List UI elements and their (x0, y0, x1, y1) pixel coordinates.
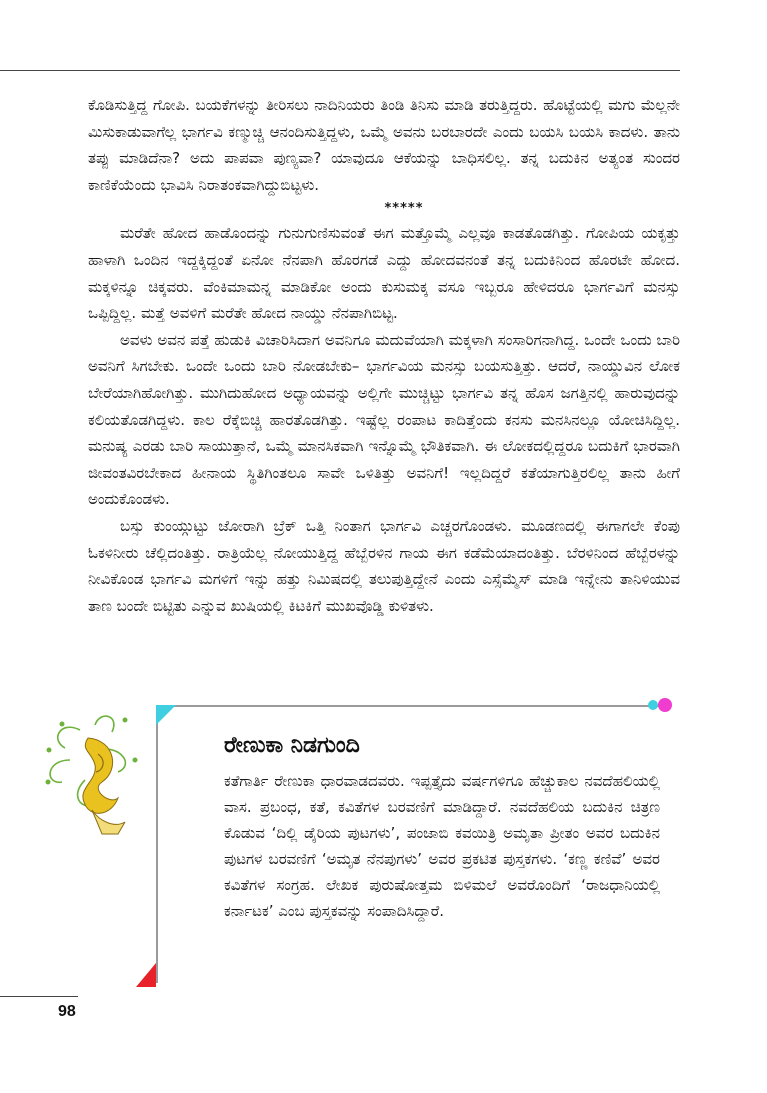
story-paragraph: ಬಸ್ಸು ಕುಂಯ್ಗುಟ್ಟು ಜೋರಾಗಿ ಬ್ರೆಕ್ ಒತ್ತಿ ನಿಂತಾಗ ಭಾರ್ಗವಿ ಎಚ್ಚರಗೊಂಡಳು. ಮೂಡಣದಲ್ಲಿ ಈಗಾಗಲೇ ಕೆಂಪು ಓಕಳಿನೀರು ಚೆಲ್ಲಿದಂತಿತ್ತು. ರಾತ್ರಿಯೆಲ್ಲ ನೋಯುತ್ತಿದ್ದ ಹೆಬ್ಬೆರಳಿನ ಗಾಯ ಈಗ ಕಡೆಮೆಯಾದಂತಿತ್ತು. ಬೆರಳಿನಿಂದ ಹೆಬ್ಬೆರಳನ್ನು ನೀವಿಕೊಂಡ ಭಾರ್ಗವಿ ಮಗಳಿಗೆ ಇನ್ನು ಹತ್ತು ನಿಮಿಷದಲ್ಲಿ ತಲುಪುತ್ತಿದ್ದೇನೆ ಎಂದು ಎಸ್ಸೆಮ್ಮೆಸ್ ಮಾಡಿ ಇನ್ನೇನು ತಾನಿಳಿಯುವ ತಾಣ ಬಂದೇ ಬಿಟ್ಟಿತು ಎನ್ನುವ ಖುಷಿಯಲ್ಲಿ ಕಿಟಕಿಗೆ ಮುಖವೊಡ್ಡಿ ಕುಳಿತಳು. (88, 516, 680, 615)
bio-left-rule (156, 705, 158, 983)
story-paragraph: ಅವಳು ಅವನ ಪತ್ತೆ ಹುಡುಕಿ ವಿಚಾರಿಸಿದಾಗ ಅವನಿಗೂ ಮದುವೆಯಾಗಿ ಮಕ್ಕಳಾಗಿ ಸಂಸಾರಿಗನಾಗಿದ್ದ. ಒಂದೇ ಒಂದು ಬಾರಿ ಅವನಿಗೆ ಸಿಗಬೇಕು. ಒಂದೇ ಒಂದು ಬಾರಿ ನೋಡಬೇಕು– ಭಾರ್ಗವಿಯ ಮನಸ್ಸು ಬಯಸುತ್ತಿತ್ತು. ಆದರೆ, ನಾಯ್ಡುವಿನ ಲೋಕ ಬೇರೆಯಾಗಿಹೋಗಿತ್ತು. ಮುಗಿದುಹೋದ ಅಧ್ಯಾಯವನ್ನು ಅಲ್ಲಿಗೇ ಮುಚ್ಚಿಟ್ಟು ಭಾರ್ಗವಿ ತನ್ನ ಹೊಸ ಜಗತ್ತಿನಲ್ಲಿ ಹಾರುವುದನ್ನು ಕಲಿಯತೊಡಗಿದ್ದಳು. ಕಾಲ ರೆಕ್ಕೆಬಿಚ್ಚಿ ಹಾರತೊಡಗಿತ್ತು. ಇಷ್ಟೆಲ್ಲ ರಂಪಾಟ ಕಾದಿತ್ತೆಂದು ಕನಸು ಮನಸಿನಲ್ಲೂ ಯೋಚಿಸಿದ್ದಿಲ್ಲ. ಮನುಷ್ಯ ಎರಡು ಬಾರಿ ಸಾಯುತ್ತಾನೆ, ಒಮ್ಮೆ ಮಾನಸಿಕವಾಗಿ ಇನ್ನೊಮ್ಮೆ ಭೌತಿಕವಾಗಿ. ಈ ಲೋಕದಲ್ಲಿದ್ದರೂ ಬದುಕಿಗೆ ಭಾರವಾಗಿ ಜೀವಂತವಿರಬೇಕಾದ ಹೀನಾಯ ಸ್ಥಿತಿಗಿಂತಲೂ ಸಾವೇ ಒಳಿತಿತ್ತು ಅವನಿಗೆ! ಇಲ್ಲದಿದ್ದರೆ ಕತೆಯಾಗುತ್ತಿರಲಿಲ್ಲ ತಾನು ಹೀಗೆ ಅಂದುಕೊಂಡಳು. (88, 330, 680, 509)
section-separator: ***** (384, 201, 424, 217)
author-bio-text: ಕತೆಗಾರ್ತಿ ರೇಣುಕಾ ಧಾರವಾಡದವರು. ಇಪ್ಪತ್ತೈದು ವರ್ಷಗಳಿಗೂ ಹೆಚ್ಚುಕಾಲ ನವದೆಹಲಿಯಲ್ಲಿ ವಾಸ. ಪ್ರಬಂಧ, ಕತೆ, ಕವಿತೆಗಳ ಬರವಣಿಗೆ ಮಾಡಿದ್ದಾರೆ. ನವದೆಹಲಿಯ ಬದುಕಿನ ಚಿತ್ರಣ ಕೊಡುವ ‘ದಿಲ್ಲಿ ಡೈರಿಯ ಪುಟಗಳು’, ಪಂಜಾಬಿ ಕವಯಿತ್ರಿ ಅಮೃತಾ ಪ್ರೀತಂ ಅವರ ಬದುಕಿನ ಪುಟಗಳ ಬರವಣಿಗೆ ‘ಅಮೃತ ನೆನಪುಗಳು’ ಅವರ ಪ್ರಕಟಿತ ಪುಸ್ತಕಗಳು. ‘ಕಣ್ಣ ಕಣಿವೆ’ ಅವರ ಕವಿತೆಗಳ ಸಂಗ್ರಹ. ಲೇಖಕ ಪುರುಷೋತ್ತಮ ಬಿಳಿಮಲೆ ಅವರೊಂದಿಗೆ ‘ರಾಜಧಾನಿಯಲ್ಲಿ ಕರ್ನಾಟಕ’ ಎಂಬ ಪುಸ್ತಕವನ್ನು ಸಂಪಾದಿಸಿದ್ದಾರೆ. (224, 772, 660, 920)
page-number: 98 (58, 1003, 76, 1020)
footer-rule (0, 996, 78, 997)
story-body (88, 92, 680, 619)
corner-triangle-red (136, 963, 156, 987)
accent-dot (658, 698, 672, 712)
bio-top-rule (156, 705, 666, 707)
peacock-ornament-icon (40, 710, 150, 844)
author-name: ರೇಣುಕಾ ನಿಡಗುಂದಿ (224, 733, 360, 758)
story-paragraph: ಕೊಡಿಸುತ್ತಿದ್ದ ಗೋಪಿ. ಬಯಕೆಗಳನ್ನು ತೀರಿಸಲು ನಾದಿನಿಯರು ತಿಂಡಿ ತಿನಿಸು ಮಾಡಿ ತರುತ್ತಿದ್ದರು. ಹೊಟ್ಟೆಯಲ್ಲಿ ಮಗು ಮೆಲ್ಲನೇ ಮಿಸುಕಾಡುವಾಗೆಲ್ಲ ಭಾರ್ಗವಿ ಕಣ್ಮುಚ್ಚಿ ಆನಂದಿಸುತ್ತಿದ್ದಳು, ಒಮ್ಮೆ ಅವನು ಬರಬಾರದೇ ಎಂದು ಬಯಸಿ ಬಯಸಿ ಕಾದಳು. ತಾನು ತಪ್ಪು ಮಾಡಿದೆನಾ? ಅದು ಪಾಪವಾ ಪುಣ್ಯವಾ? ಯಾವುದೂ ಆಕೆಯನ್ನು ಬಾಧಿಸಲಿಲ್ಲ. ತನ್ನ ಬದುಕಿನ ಅತ್ಯಂತ ಸುಂದರ ಕಾಣಿಕೆಯೆಂದು ಭಾವಿಸಿ ನಿರಾತಂಕವಾಗಿದ್ದುಬಿಟ್ಟಳು. (88, 96, 680, 194)
story-paragraph: ಮರೆತೇ ಹೋದ ಹಾಡೊಂದನ್ನು ಗುನುಗುಣಿಸುವಂತೆ ಈಗ ಮತ್ತೊಮ್ಮೆ ಎಲ್ಲವೂ ಕಾಡತೊಡಗಿತ್ತು. ಗೋಪಿಯ ಯಕೃತ್ತು ಹಾಳಾಗಿ ಒಂದಿನ ಇದ್ದಕ್ಕಿದ್ದಂತೆ ಏನೋ ನೆನಪಾಗಿ ಹೊರಗಡೆ ಎದ್ದು ಹೋದವನಂತೆ ತನ್ನ ಬದುಕಿನಿಂದ ಹೊರಟೇ ಹೋದ. ಮಕ್ಕಳಿನ್ನೂ ಚಿಕ್ಕವರು. ವೆಂಕಿಮಾಮನ್ನ ಮಾಡಿಕೋ ಅಂದು ಕುಸುಮಕ್ಕ ವಸೂ ಇಬ್ಬರೂ ಹೇಳಿದರೂ ಭಾರ್ಗವಿಗೆ ಮನಸ್ಸು ಒಪ್ಪಿದ್ದಿಲ್ಲ. ಮತ್ತೆ ಅವಳಿಗೆ ಮರೆತೇ ಹೋದ ನಾಯ್ಡು ನೆನಪಾಗಿಬಿಟ್ಟ. (88, 224, 680, 323)
corner-triangle-cyan (156, 705, 176, 725)
accent-dot (648, 700, 658, 710)
top-rule (0, 70, 680, 71)
